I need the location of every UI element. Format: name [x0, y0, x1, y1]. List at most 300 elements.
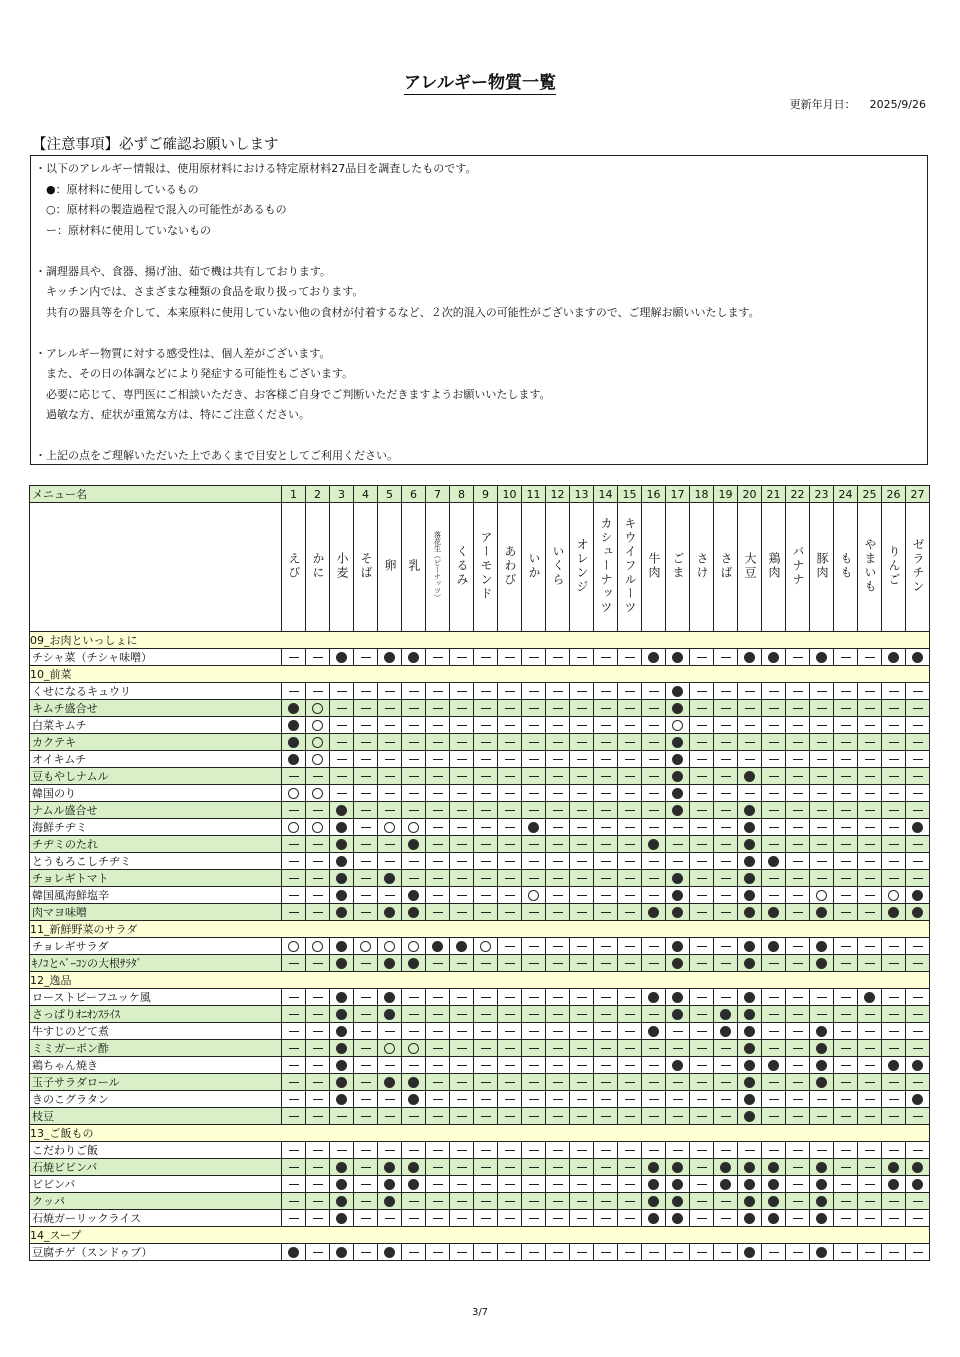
allergen-cell	[642, 768, 666, 785]
not-used-mark	[553, 878, 563, 879]
allergen-cell	[570, 1159, 594, 1176]
not-used-mark	[793, 827, 803, 828]
allergen-cell	[474, 1091, 498, 1108]
allergen-cell	[810, 1193, 834, 1210]
allergen-cell	[858, 904, 882, 921]
category-label: 11_新鮮野菜のサラダ	[30, 921, 930, 938]
not-used-mark	[385, 1150, 395, 1151]
allergen-cell	[498, 1244, 522, 1261]
allergen-cell	[354, 1244, 378, 1261]
not-used-mark	[289, 861, 299, 862]
not-used-mark	[793, 1184, 803, 1185]
not-used-mark	[625, 878, 635, 879]
allergen-cell	[810, 1142, 834, 1159]
allergen-cell	[378, 1091, 402, 1108]
allergen-cell	[858, 683, 882, 700]
not-used-mark	[361, 1150, 371, 1151]
not-used-mark	[697, 725, 707, 726]
allergen-cell	[306, 683, 330, 700]
allergen-cell	[690, 785, 714, 802]
menu-item-name: くせになるキュウリ	[30, 683, 282, 700]
allergen-cell	[378, 734, 402, 751]
allergen-number: 1	[282, 486, 306, 503]
allergen-name: そば	[359, 551, 373, 580]
allergen-cell	[786, 836, 810, 853]
allergen-cell	[306, 700, 330, 717]
not-used-mark	[577, 1048, 587, 1049]
allergen-cell	[306, 768, 330, 785]
not-used-mark	[721, 946, 731, 947]
not-used-mark	[697, 1116, 707, 1117]
not-used-mark	[721, 742, 731, 743]
allergen-cell	[450, 1210, 474, 1227]
not-used-mark	[793, 691, 803, 692]
not-used-mark	[721, 878, 731, 879]
not-used-mark	[505, 861, 515, 862]
not-used-mark	[361, 1014, 371, 1015]
contains-mark	[672, 788, 683, 799]
allergen-cell	[786, 802, 810, 819]
contains-mark	[720, 1009, 731, 1020]
not-used-mark	[913, 810, 923, 811]
not-used-mark	[361, 810, 371, 811]
contains-mark	[744, 941, 755, 952]
not-used-mark	[529, 1082, 539, 1083]
allergen-cell	[810, 938, 834, 955]
not-used-mark	[601, 1031, 611, 1032]
notice-line: 過敏な方、症状が重篤な方は、特にご注意ください。	[35, 408, 310, 421]
category-label: 12_逸品	[30, 972, 930, 989]
not-used-mark	[577, 1082, 587, 1083]
not-used-mark	[769, 742, 779, 743]
allergen-cell	[906, 1006, 930, 1023]
allergen-cell	[570, 1176, 594, 1193]
not-used-mark	[385, 1116, 395, 1117]
contains-mark	[888, 1179, 899, 1190]
not-used-mark	[913, 793, 923, 794]
allergen-cell	[594, 1108, 618, 1125]
menu-item-row	[30, 768, 930, 785]
not-used-mark	[337, 759, 347, 760]
not-used-mark	[745, 759, 755, 760]
allergen-cell	[570, 1023, 594, 1040]
allergen-cell	[882, 1040, 906, 1057]
allergen-cell	[858, 649, 882, 666]
not-used-mark	[793, 708, 803, 709]
allergen-cell	[450, 717, 474, 734]
allergen-cell	[330, 1142, 354, 1159]
not-used-mark	[601, 1014, 611, 1015]
allergen-cell	[906, 649, 930, 666]
not-used-mark	[817, 997, 827, 998]
menu-item-name: 韓国のり	[30, 785, 282, 802]
allergen-cell	[306, 1142, 330, 1159]
allergen-cell	[738, 1108, 762, 1125]
contains-mark	[768, 941, 779, 952]
not-used-mark	[505, 776, 515, 777]
allergen-cell	[714, 853, 738, 870]
allergen-cell	[906, 1040, 930, 1057]
not-used-mark	[913, 742, 923, 743]
not-used-mark	[697, 810, 707, 811]
allergen-cell	[810, 717, 834, 734]
allergen-cell	[834, 887, 858, 904]
allergen-cell	[786, 1006, 810, 1023]
not-used-mark	[385, 776, 395, 777]
allergen-number: 18	[690, 486, 714, 503]
allergen-cell	[834, 768, 858, 785]
allergen-cell	[858, 734, 882, 751]
menu-item-name: チヂミのたれ	[30, 836, 282, 853]
contains-mark	[384, 1077, 395, 1088]
allergen-name: いくら	[551, 544, 565, 587]
not-used-mark	[841, 827, 851, 828]
not-used-mark	[409, 997, 419, 998]
not-used-mark	[313, 657, 323, 658]
not-used-mark	[409, 1218, 419, 1219]
contains-mark	[672, 1196, 683, 1207]
allergen-cell	[834, 1176, 858, 1193]
allergen-cell	[810, 1023, 834, 1040]
allergen-cell	[354, 683, 378, 700]
allergen-cell	[858, 1023, 882, 1040]
allergen-cell	[330, 1176, 354, 1193]
allergen-cell	[834, 938, 858, 955]
allergen-cell	[690, 1210, 714, 1227]
contains-mark	[288, 720, 299, 731]
allergen-cell	[306, 1023, 330, 1040]
not-used-mark	[601, 946, 611, 947]
allergen-cell	[642, 1210, 666, 1227]
not-used-mark	[649, 1065, 659, 1066]
possible-contamination-mark	[312, 941, 323, 952]
not-used-mark	[433, 878, 443, 879]
allergen-cell	[906, 700, 930, 717]
not-used-mark	[577, 1031, 587, 1032]
allergen-cell	[378, 717, 402, 734]
allergen-cell	[378, 1074, 402, 1091]
allergen-cell	[306, 870, 330, 887]
allergen-cell	[498, 751, 522, 768]
allergen-cell	[378, 802, 402, 819]
contains-mark	[648, 907, 659, 918]
allergen-cell	[282, 819, 306, 836]
allergen-cell	[570, 1057, 594, 1074]
not-used-mark	[481, 810, 491, 811]
allergen-cell	[402, 734, 426, 751]
not-used-mark	[697, 878, 707, 879]
contains-mark	[336, 805, 347, 816]
allergen-cell	[546, 1210, 570, 1227]
allergen-cell	[498, 989, 522, 1006]
not-used-mark	[697, 1048, 707, 1049]
allergen-cell	[666, 1210, 690, 1227]
not-used-mark	[361, 878, 371, 879]
allergen-name-cell	[306, 503, 330, 632]
not-used-mark	[577, 1218, 587, 1219]
not-used-mark	[601, 895, 611, 896]
not-used-mark	[289, 1014, 299, 1015]
not-used-mark	[553, 861, 563, 862]
not-used-mark	[817, 861, 827, 862]
allergen-cell	[738, 1057, 762, 1074]
not-used-mark	[865, 946, 875, 947]
allergen-cell	[330, 1040, 354, 1057]
allergen-cell	[882, 904, 906, 921]
allergen-cell	[594, 819, 618, 836]
contains-mark	[672, 686, 683, 697]
not-used-mark	[505, 963, 515, 964]
not-used-mark	[457, 1048, 467, 1049]
not-used-mark	[841, 776, 851, 777]
allergen-cell	[738, 1159, 762, 1176]
menu-item-row	[30, 717, 930, 734]
not-used-mark	[361, 861, 371, 862]
allergen-cell	[546, 649, 570, 666]
not-used-mark	[433, 810, 443, 811]
not-used-mark	[817, 844, 827, 845]
allergen-cell	[666, 1244, 690, 1261]
not-used-mark	[649, 895, 659, 896]
allergen-name-cell	[786, 503, 810, 632]
not-used-mark	[529, 1014, 539, 1015]
allergen-cell	[762, 1108, 786, 1125]
not-used-mark	[913, 1252, 923, 1253]
contains-mark	[336, 1009, 347, 1020]
not-used-mark	[457, 742, 467, 743]
allergen-cell	[618, 1040, 642, 1057]
not-used-mark	[841, 1201, 851, 1202]
allergen-cell	[450, 853, 474, 870]
allergen-cell	[666, 802, 690, 819]
not-used-mark	[577, 963, 587, 964]
not-used-mark	[745, 725, 755, 726]
menu-item-row	[30, 734, 930, 751]
allergen-cell	[330, 989, 354, 1006]
contains-mark	[816, 1026, 827, 1037]
contains-mark	[288, 1247, 299, 1258]
allergen-cell	[402, 938, 426, 955]
allergen-cell	[882, 836, 906, 853]
allergen-cell	[762, 1040, 786, 1057]
allergen-cell	[618, 887, 642, 904]
allergen-cell	[882, 1108, 906, 1125]
not-used-mark	[625, 1201, 635, 1202]
allergen-cell	[546, 683, 570, 700]
allergen-cell	[522, 1108, 546, 1125]
allergen-cell	[690, 700, 714, 717]
allergy-table	[29, 485, 930, 1261]
allergen-cell	[642, 700, 666, 717]
contains-mark	[912, 822, 923, 833]
allergen-cell	[906, 1057, 930, 1074]
not-used-mark	[433, 776, 443, 777]
contains-mark	[408, 1179, 419, 1190]
allergen-cell	[882, 1244, 906, 1261]
contains-mark	[912, 1060, 923, 1071]
not-used-mark	[865, 963, 875, 964]
allergen-cell	[594, 1040, 618, 1057]
allergen-cell	[690, 1074, 714, 1091]
allergen-cell	[762, 836, 786, 853]
not-used-mark	[337, 1150, 347, 1151]
allergen-cell	[762, 1074, 786, 1091]
allergen-cell	[906, 989, 930, 1006]
allergen-cell	[546, 904, 570, 921]
contains-mark	[888, 1060, 899, 1071]
allergen-number: 13	[570, 486, 594, 503]
allergen-cell	[354, 836, 378, 853]
allergen-cell	[306, 1176, 330, 1193]
allergen-cell	[834, 734, 858, 751]
contains-mark	[888, 907, 899, 918]
not-used-mark	[313, 810, 323, 811]
not-used-mark	[841, 657, 851, 658]
allergen-cell	[714, 819, 738, 836]
allergen-cell	[882, 955, 906, 972]
allergen-cell	[642, 1091, 666, 1108]
allergen-cell	[546, 819, 570, 836]
menu-item-row	[30, 1057, 930, 1074]
not-used-mark	[913, 725, 923, 726]
not-used-mark	[889, 946, 899, 947]
not-used-mark	[841, 1099, 851, 1100]
allergen-number: 19	[714, 486, 738, 503]
allergen-cell	[450, 1023, 474, 1040]
not-used-mark	[313, 1031, 323, 1032]
allergen-cell	[762, 734, 786, 751]
header-number-row	[30, 486, 930, 503]
contains-mark	[744, 1094, 755, 1105]
allergen-cell	[594, 649, 618, 666]
allergen-cell	[282, 700, 306, 717]
allergen-cell	[906, 1142, 930, 1159]
allergen-cell	[762, 751, 786, 768]
allergen-cell	[762, 1023, 786, 1040]
allergen-cell	[426, 683, 450, 700]
allergen-cell	[810, 1006, 834, 1023]
contains-mark	[456, 941, 467, 952]
not-used-mark	[457, 1150, 467, 1151]
not-used-mark	[793, 1031, 803, 1032]
allergen-cell	[642, 938, 666, 955]
allergen-cell	[426, 1142, 450, 1159]
not-used-mark	[649, 827, 659, 828]
allergen-name-cell	[426, 503, 450, 632]
allergen-cell	[498, 904, 522, 921]
not-used-mark	[289, 1082, 299, 1083]
allergen-cell	[882, 1091, 906, 1108]
menu-item-name: 肉マヨ味噌	[30, 904, 282, 921]
allergen-cell	[594, 989, 618, 1006]
allergen-name-cell	[594, 503, 618, 632]
not-used-mark	[673, 1116, 683, 1117]
not-used-mark	[409, 1014, 419, 1015]
allergen-cell	[786, 887, 810, 904]
allergen-cell	[594, 1210, 618, 1227]
not-used-mark	[865, 1150, 875, 1151]
not-used-mark	[505, 1252, 515, 1253]
not-used-mark	[505, 1082, 515, 1083]
allergen-cell	[402, 1176, 426, 1193]
allergen-cell	[282, 1193, 306, 1210]
not-used-mark	[481, 912, 491, 913]
allergen-cell	[618, 1023, 642, 1040]
not-used-mark	[841, 997, 851, 998]
allergen-cell	[546, 1091, 570, 1108]
allergen-cell	[690, 734, 714, 751]
allergen-cell	[546, 853, 570, 870]
allergen-cell	[546, 955, 570, 972]
allergen-cell	[498, 1108, 522, 1125]
not-used-mark	[577, 1252, 587, 1253]
not-used-mark	[649, 793, 659, 794]
allergen-cell	[738, 1193, 762, 1210]
allergen-cell	[906, 938, 930, 955]
allergen-cell	[786, 1108, 810, 1125]
not-used-mark	[889, 793, 899, 794]
contains-mark	[744, 856, 755, 867]
not-used-mark	[577, 1150, 587, 1151]
not-used-mark	[601, 963, 611, 964]
not-used-mark	[577, 1184, 587, 1185]
allergen-name: かに	[311, 551, 325, 580]
not-used-mark	[529, 1218, 539, 1219]
not-used-mark	[913, 776, 923, 777]
allergen-cell	[618, 870, 642, 887]
allergen-cell	[426, 1210, 450, 1227]
allergen-cell	[570, 1244, 594, 1261]
contains-mark	[408, 1094, 419, 1105]
not-used-mark	[745, 793, 755, 794]
allergen-cell	[306, 955, 330, 972]
allergen-cell	[858, 887, 882, 904]
allergen-cell	[426, 836, 450, 853]
notice-line: ○：原材料の製造過程で混入の可能性があるもの	[35, 203, 287, 216]
allergen-cell	[882, 989, 906, 1006]
not-used-mark	[841, 946, 851, 947]
allergen-cell	[858, 1142, 882, 1159]
allergen-cell	[834, 1244, 858, 1261]
allergen-cell	[330, 802, 354, 819]
allergen-name-cell	[834, 503, 858, 632]
contains-mark	[768, 1213, 779, 1224]
allergen-cell	[546, 734, 570, 751]
not-used-mark	[457, 827, 467, 828]
allergen-cell	[810, 955, 834, 972]
not-used-mark	[313, 691, 323, 692]
allergen-cell	[882, 870, 906, 887]
allergen-cell	[474, 785, 498, 802]
contains-mark	[816, 941, 827, 952]
not-used-mark	[385, 1065, 395, 1066]
allergen-cell	[282, 1176, 306, 1193]
allergen-cell	[906, 1023, 930, 1040]
contains-mark	[408, 907, 419, 918]
not-used-mark	[865, 1065, 875, 1066]
allergen-number: 24	[834, 486, 858, 503]
contains-mark	[336, 941, 347, 952]
allergen-cell	[858, 836, 882, 853]
not-used-mark	[793, 912, 803, 913]
not-used-mark	[625, 708, 635, 709]
not-used-mark	[361, 725, 371, 726]
not-used-mark	[889, 861, 899, 862]
allergen-cell	[882, 1176, 906, 1193]
contains-mark	[912, 907, 923, 918]
possible-contamination-mark	[672, 720, 683, 731]
not-used-mark	[865, 1167, 875, 1168]
